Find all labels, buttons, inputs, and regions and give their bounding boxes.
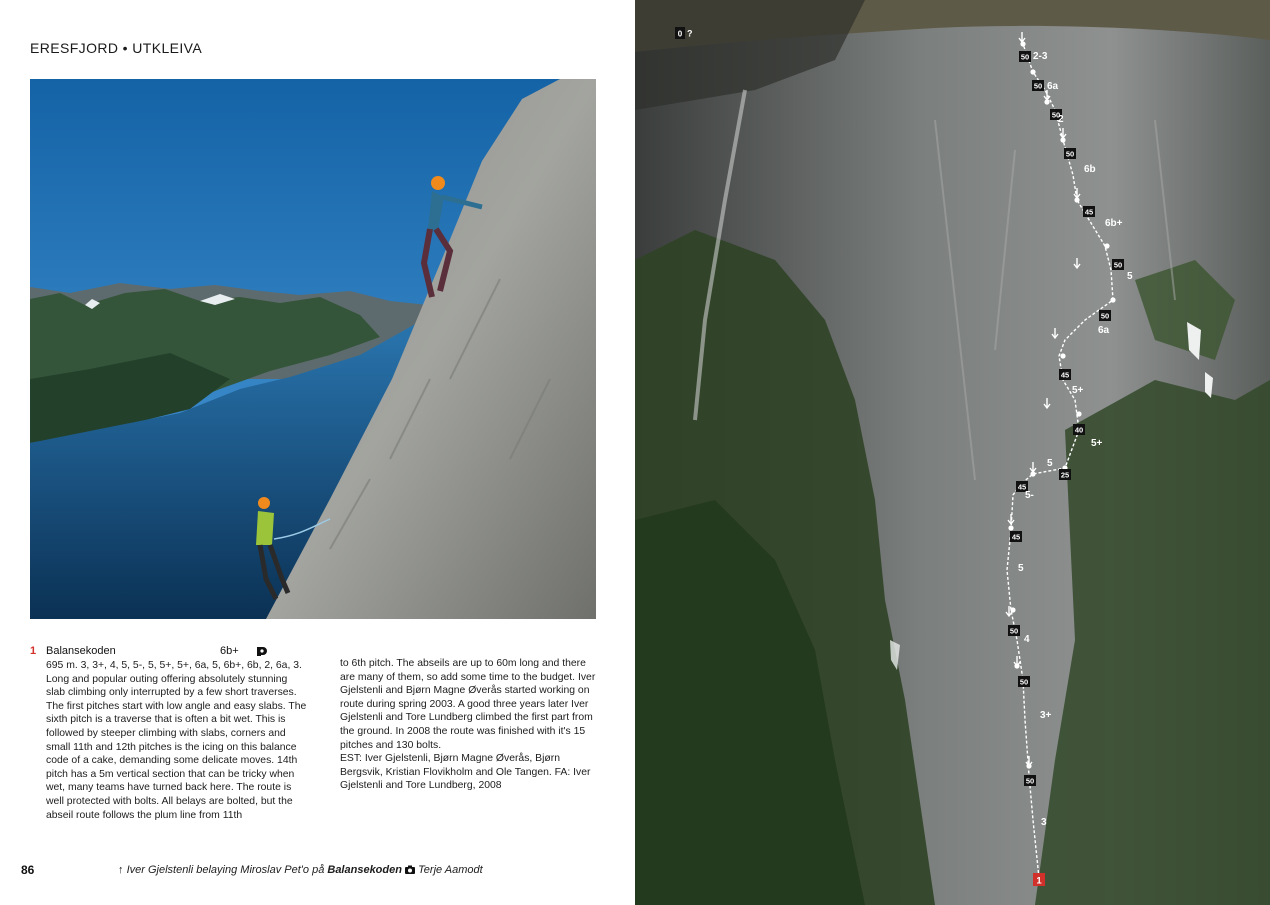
pitch-grade-label: 2-3 [1033, 51, 1048, 62]
pitch-grade-label: 3 [1041, 817, 1047, 828]
belay-length-label: 50 [1033, 81, 1043, 91]
belay-length-label: 50 [1065, 149, 1075, 159]
corner-label-unknown: ? [687, 28, 693, 39]
climbing-photo [30, 79, 596, 619]
belay-length-label: 40 [1074, 425, 1084, 435]
pitch-grade-label: 2 [1058, 114, 1064, 125]
route-number: 1 [30, 645, 37, 657]
photo-caption [118, 864, 483, 876]
pitch-grade-label: 3+ [1040, 710, 1052, 721]
pitch-grade-label: 6a [1098, 325, 1110, 336]
route-description-column-2 [340, 657, 602, 793]
belay-length-label: 50 [1020, 52, 1030, 62]
camera-icon [405, 865, 415, 874]
page-number: 86 [21, 863, 35, 877]
route-description-text: 695 m. 3, 3+, 4, 5, 5-, 5, 5+, 5+, 6a, 5, 6b+, 6b, 2, 6a, 3. Long and popular outing offering absolutely stunning slab climbing only interrupted by a few short traverses. The first pitches start with low angle and easy slabs. The sixth pitch is a traverse that is often a bit wet. This is followed by steeper climbing with slabs, corners and small 11th and 12th pitches is the icing on this balance code of a cake, demanding some delicate moves. 14th pitch has a 5m vertical section that can be tricky when wet, many teams have turned back here. The route is well protected with bolts. All belays are bolted, but the abseil route follows the plum line from 11th [46, 660, 307, 821]
caption-text: Iver Gjelstenli belaying Miroslav Pet'o på [126, 864, 325, 876]
belay-length-label: 25 [1060, 470, 1070, 480]
pitch-grade-label: 6a [1047, 81, 1059, 92]
belay-point [1060, 353, 1065, 358]
caption-credit: Terje Aamodt [418, 864, 483, 876]
belay-length-label: 50 [1019, 677, 1029, 687]
caption-route-name: Balansekoden [327, 864, 402, 876]
pitch-grade-label: 5- [1025, 490, 1034, 501]
belay-length-label: 50 [1025, 776, 1035, 786]
pitch-grade-label: 5+ [1072, 385, 1084, 396]
pitch-grade-label: 5 [1127, 271, 1133, 282]
running-head: ERESFJORD • UTKLEIVA [30, 40, 203, 56]
pitch-grade-label: 5 [1047, 458, 1053, 469]
belay-length-label: 45 [1011, 532, 1021, 542]
first-ascent-text: EST: Iver Gjelstenli, Bjørn Magne Øverås, Bjørn Bergsvik, Kristian Flovikholm and Ole Tangen. FA: Iver Gjelstenli and Tore Lundberg, 2008 [340, 753, 591, 792]
belay-point [1110, 297, 1115, 302]
belay-point [1008, 525, 1013, 530]
corner-label-start: 0 [677, 29, 683, 39]
belay-length-label: 50 [1009, 626, 1019, 636]
route-name: Balansekoden [46, 645, 116, 657]
pitch-grade-label: 5+ [1091, 438, 1103, 449]
route-grade: 6b+ [220, 645, 239, 657]
route-description-continued: to 6th pitch. The abseils are up to 60m long and there are many of them, so add some time to the budget. Iver Gjelstenli and Bjørn Magne Øverås started working on route during spring 2003. A good three years later Iver Gjelstenli and Tore Lundberg climbed the first part from the ground. In 2008 the route was finished with it's 15 pitches and 130 bolts. [340, 658, 596, 751]
belay-length-label: 45 [1084, 207, 1094, 217]
pitch-grade-label: 5 [1018, 563, 1024, 574]
belay-point [1020, 41, 1025, 46]
belay-length-label: 50 [1051, 110, 1061, 120]
pitch-grade-label: 6b+ [1105, 218, 1123, 229]
topo-page [635, 0, 1270, 905]
pitch-grade-label: 4 [1024, 634, 1030, 645]
belay-point [1010, 607, 1015, 612]
belay-point [1030, 69, 1035, 74]
belay-point [1076, 411, 1081, 416]
route-marker-label: 1 [1036, 875, 1042, 887]
bolt-hanger-icon [256, 646, 267, 657]
arrow-up-icon: ↑ [118, 864, 124, 876]
topo-photo [635, 0, 1270, 905]
belay-length-label: 45 [1060, 370, 1070, 380]
belay-point [1104, 243, 1109, 248]
belay-length-label: 50 [1113, 260, 1123, 270]
pitch-grade-label: 6b [1084, 164, 1096, 175]
belay-length-label: 45 [1017, 482, 1027, 492]
route-description-column-1 [46, 659, 308, 822]
belay-length-label: 50 [1100, 311, 1110, 321]
climbing-photo-illustration [30, 79, 596, 619]
route-heading [30, 645, 310, 659]
